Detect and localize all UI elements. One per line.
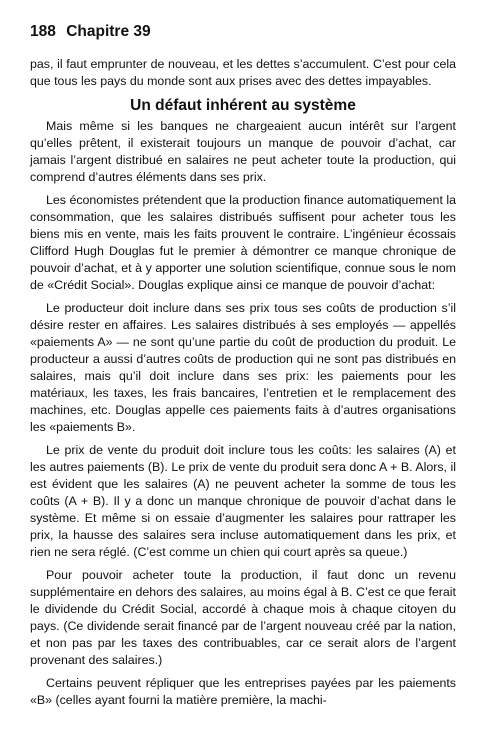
paragraph: pas, il faut emprunter de nouveau, et les dettes s’accumulent. C’est pour cela que tous les pays du monde sont aux prises avec des dettes impayables. (30, 57, 456, 88)
paragraph: Pour pouvoir acheter toute la production, il faut donc un revenu supplémentaire en dehors des salaires, au moins égal à B. C’est ce que ferait le dividende du Crédit Social, accordé à chaque mois à chaque citoyen du pays. (Ce dividende serait financé par de l’argent nouveau créé par la nation, et non pas par les taxes des contribuables, car ce serait alors de l’argent provenant des salaires.) (30, 568, 456, 667)
paragraph: Le producteur doit inclure dans ses prix tous ses coûts de production s’il désire rester en affaires. Les salaires distribués à ses employés — appellés «paiements A» — ne sont qu’une partie du coût de production du produit. Le producteur a aussi d’autres coûts de production qui ne sont pas distribués en salaires, mais qu’il doit inclure dans ses prix: les paiements pour les matériaux, les taxes, les frais bancaires, l’entretien et le remplacement des machines, etc. Douglas appelle ces paiements faits à d’autres organisations les «paiements B». (30, 301, 456, 434)
paragraph: Les économistes prétendent que la production finance automatiquement la consommation, que les salaires distribués suffisent pour acheter tous les biens mis en vente, mais les faits prouvent le contraire. L’ingénieur écossais Clifford Hugh Douglas fut le premier à démontrer ce manque chronique de pouvoir d’achat, et à y apporter une solution scientifique, connue sous le nom de «Crédit Social». Douglas explique ainsi ce manque de pouvoir d’achat: (30, 193, 456, 292)
page (30, 22, 456, 709)
chapter-title: Chapitre 39 (66, 23, 151, 40)
paragraph: Certains peuvent répliquer que les entreprises payées par les paiements «B» (celles ayant fourni la matière première, la machi- (30, 676, 456, 707)
section-heading: Un défaut inhérent au système (130, 97, 356, 114)
page-number: 188 (30, 23, 56, 40)
paragraph: Mais même si les banques ne chargeaient aucun intérêt sur l’argent qu’elles prêtent, il existerait toujours un manque de pouvoir d’achat, car jamais l’argent distribué en salaires ne peut acheter toute la production, qui comprend d’autres éléments dans ses prix. (30, 119, 456, 184)
running-header (30, 22, 456, 42)
paragraph: Le prix de vente du produit doit inclure tous les coûts: les salaires (A) et les autres paiements (B). Le prix de vente du produit sera donc A + B. Alors, il est évident que les salaires (A) ne peuvent acheter la somme de tous les coûts (A + B). Il y a donc un manque chronique de pouvoir d’achat dans le système. Et même si on essaie d’augmenter les salaires pour rattraper les prix, la hausse des salaires sera incluse automatiquement dans les prix, et rien ne sera réglé. (C’est comme un chien qui court après sa queue.) (30, 443, 456, 559)
